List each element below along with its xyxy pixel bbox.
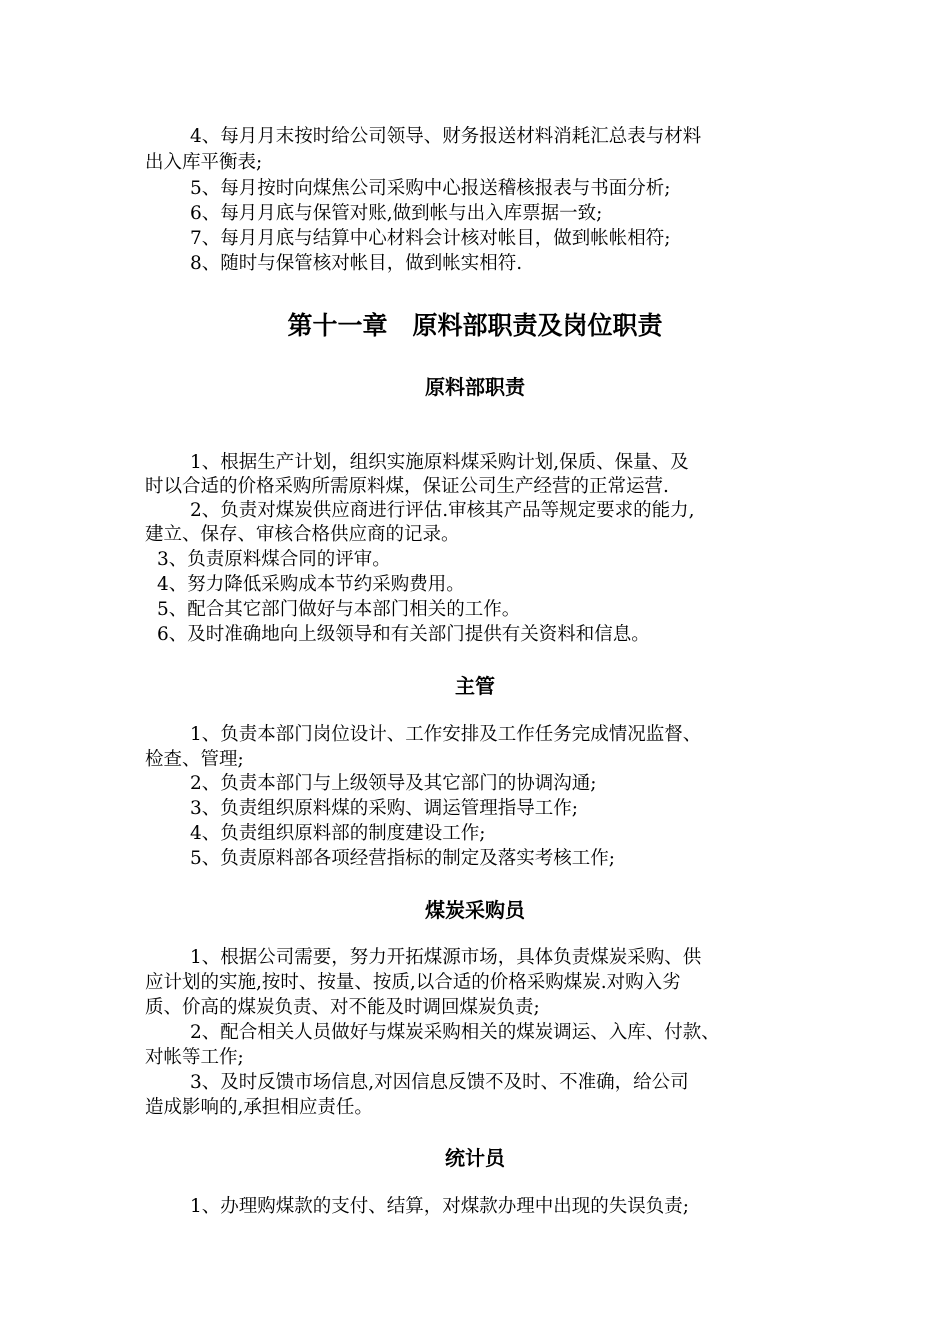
section-title-supervisor: 主管 xyxy=(455,674,495,698)
list-item: 建立、保存、审核合格供应商的记录。 xyxy=(145,524,460,545)
list-item: 5、每月按时向煤焦公司采购中心报送稽核报表与书面分析; xyxy=(190,178,671,199)
list-item: 5、配合其它部门做好与本部门相关的工作。 xyxy=(157,599,521,620)
list-item: 出入库平衡表; xyxy=(145,152,263,173)
list-item: 2、负责本部门与上级领导及其它部门的协调沟通; xyxy=(190,773,597,794)
list-item: 对帐等工作; xyxy=(145,1047,244,1068)
list-item: 8、随时与保管核对帐目，做到帐实相符. xyxy=(190,253,523,274)
list-item: 1、负责本部门岗位设计、工作安排及工作任务完成情况监督、 xyxy=(190,724,702,745)
list-item: 2、负责对煤炭供应商进行评估.审核其产品等规定要求的能力, xyxy=(190,500,695,521)
list-item: 检查、管理; xyxy=(145,749,244,770)
list-item: 2、配合相关人员做好与煤炭采购相关的煤炭调运、入库、付款、 xyxy=(190,1022,720,1043)
section-title-statistician: 统计员 xyxy=(445,1146,505,1170)
list-item: 3、及时反馈市场信息,对因信息反馈不及时、不准确，给公司 xyxy=(190,1072,689,1093)
list-item: 1、根据公司需要，努力开拓煤源市场，具体负责煤炭采购、供 xyxy=(190,947,702,968)
list-item: 3、负责原料煤合同的评审。 xyxy=(157,549,391,570)
list-item: 7、每月月底与结算中心材料会计核对帐目，做到帐帐相符; xyxy=(190,228,671,249)
list-item: 6、每月月底与保管对账,做到帐与出入库票据一致; xyxy=(190,203,603,224)
list-item: 1、根据生产计划，组织实施原料煤采购计划,保质、保量、及 xyxy=(190,452,689,473)
section-title-buyer: 煤炭采购员 xyxy=(425,898,525,922)
section-title-dept: 原料部职责 xyxy=(425,375,525,399)
list-item: 4、负责组织原料部的制度建设工作; xyxy=(190,823,486,844)
list-item: 1、办理购煤款的支付、结算，对煤款办理中出现的失误负责; xyxy=(190,1196,690,1217)
list-item: 时以合适的价格采购所需原料煤，保证公司生产经营的正常运营. xyxy=(145,476,669,497)
list-item: 5、负责原料部各项经营指标的制定及落实考核工作; xyxy=(190,848,616,869)
chapter-title: 第十一章 原料部职责及岗位职责 xyxy=(287,311,663,340)
list-item: 3、负责组织原料煤的采购、调运管理指导工作; xyxy=(190,798,579,819)
list-item: 应计划的实施,按时、按量、按质,以合适的价格采购煤炭.对购入劣 xyxy=(145,972,681,993)
list-item: 4、努力降低采购成本节约采购费用。 xyxy=(157,574,465,595)
list-item: 质、价高的煤炭负责、对不能及时调回煤炭负责; xyxy=(145,997,540,1018)
list-item: 4、每月月末按时给公司领导、财务报送材料消耗汇总表与材料 xyxy=(190,126,702,147)
list-item: 6、及时准确地向上级领导和有关部门提供有关资料和信息。 xyxy=(157,624,650,645)
list-item: 造成影响的,承担相应责任。 xyxy=(145,1097,373,1118)
